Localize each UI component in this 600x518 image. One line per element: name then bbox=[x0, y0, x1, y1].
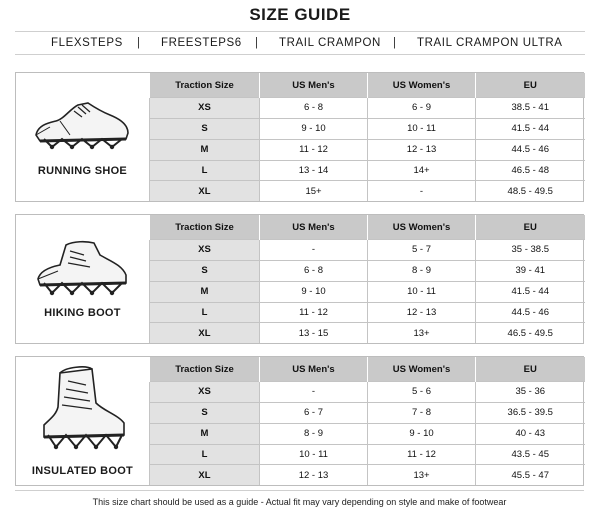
us-womens-cell: 6 - 9 bbox=[368, 98, 476, 119]
section-label: HIKING BOOT bbox=[44, 307, 121, 319]
us-womens-cell: 5 - 6 bbox=[368, 382, 476, 403]
header-us-womens: US Women's bbox=[368, 73, 476, 98]
header-traction-size: Traction Size bbox=[150, 215, 260, 240]
table-row bbox=[150, 98, 585, 119]
header-traction-size: Traction Size bbox=[150, 73, 260, 98]
table-row bbox=[150, 302, 585, 323]
us-mens-cell: 13 - 15 bbox=[260, 323, 368, 343]
us-womens-cell: 7 - 8 bbox=[368, 402, 476, 423]
eu-cell: 35 - 36 bbox=[476, 382, 585, 403]
eu-cell: 38.5 - 41 bbox=[476, 98, 585, 119]
traction-size-cell: XS bbox=[150, 98, 260, 119]
eu-cell: 43.5 - 45 bbox=[476, 444, 585, 465]
us-womens-cell: 13+ bbox=[368, 465, 476, 485]
traction-size-cell: XL bbox=[150, 465, 260, 485]
eu-cell: 39 - 41 bbox=[476, 260, 585, 281]
us-mens-cell: 10 - 11 bbox=[260, 444, 368, 465]
us-mens-cell: 9 - 10 bbox=[260, 118, 368, 139]
hiking-boot-icon bbox=[30, 231, 134, 301]
product-nav bbox=[15, 31, 585, 55]
table-row bbox=[150, 402, 585, 423]
table-row bbox=[150, 281, 585, 302]
us-womens-cell: - bbox=[368, 181, 476, 201]
traction-size-cell: M bbox=[150, 281, 260, 302]
eu-cell: 48.5 - 49.5 bbox=[476, 181, 585, 201]
nav-item-flexsteps[interactable]: FLEXSTEPS bbox=[51, 37, 123, 49]
nav-separator: | bbox=[137, 37, 141, 49]
eu-cell: 40 - 43 bbox=[476, 423, 585, 444]
us-womens-cell: 12 - 13 bbox=[368, 139, 476, 160]
us-mens-cell: 6 - 7 bbox=[260, 402, 368, 423]
insulated-boot-icon bbox=[30, 363, 134, 457]
traction-size-cell: M bbox=[150, 139, 260, 160]
eu-cell: 46.5 - 48 bbox=[476, 160, 585, 181]
nav-item-trail-crampon[interactable]: TRAIL CRAMPON bbox=[279, 37, 381, 49]
header-traction-size: Traction Size bbox=[150, 357, 260, 382]
table-row bbox=[150, 160, 585, 181]
us-womens-cell: 14+ bbox=[368, 160, 476, 181]
disclaimer-footer: This size chart should be used as a guide - Actual fit may vary depending on style and make of footwear bbox=[15, 490, 584, 513]
eu-cell: 46.5 - 49.5 bbox=[476, 323, 585, 343]
size-section-insulated-boot bbox=[15, 356, 584, 486]
section-label: INSULATED BOOT bbox=[31, 465, 134, 477]
traction-size-cell: L bbox=[150, 302, 260, 323]
us-mens-cell: 9 - 10 bbox=[260, 281, 368, 302]
us-womens-cell: 11 - 12 bbox=[368, 444, 476, 465]
eu-cell: 35 - 38.5 bbox=[476, 240, 585, 261]
traction-size-cell: M bbox=[150, 423, 260, 444]
us-mens-cell: 15+ bbox=[260, 181, 368, 201]
traction-size-cell: L bbox=[150, 444, 260, 465]
header-us-womens: US Women's bbox=[368, 215, 476, 240]
nav-item-trail-crampon-ultra[interactable]: TRAIL CRAMPON ULTRA bbox=[417, 37, 563, 49]
eu-cell: 36.5 - 39.5 bbox=[476, 402, 585, 423]
hiking-boot-panel bbox=[16, 215, 149, 343]
table-row bbox=[150, 118, 585, 139]
size-table bbox=[149, 215, 585, 343]
page-title: SIZE GUIDE bbox=[249, 5, 351, 24]
nav-separator: | bbox=[255, 37, 259, 49]
header-us-mens: US Men's bbox=[260, 215, 368, 240]
table-row bbox=[150, 423, 585, 444]
table-row bbox=[150, 181, 585, 201]
header-us-mens: US Men's bbox=[260, 357, 368, 382]
eu-cell: 41.5 - 44 bbox=[476, 118, 585, 139]
us-mens-cell: 12 - 13 bbox=[260, 465, 368, 485]
us-womens-cell: 5 - 7 bbox=[368, 240, 476, 261]
traction-size-cell: XS bbox=[150, 382, 260, 403]
traction-size-cell: XS bbox=[150, 240, 260, 261]
nav-item-freesteps6[interactable]: FREESTEPS6 bbox=[161, 37, 242, 49]
size-table bbox=[149, 73, 585, 201]
eu-cell: 41.5 - 44 bbox=[476, 281, 585, 302]
us-womens-cell: 13+ bbox=[368, 323, 476, 343]
traction-size-cell: L bbox=[150, 160, 260, 181]
table-row bbox=[150, 382, 585, 403]
table-row bbox=[150, 465, 585, 485]
us-mens-cell: 11 - 12 bbox=[260, 139, 368, 160]
traction-size-cell: XL bbox=[150, 323, 260, 343]
us-womens-cell: 10 - 11 bbox=[368, 281, 476, 302]
size-table bbox=[149, 357, 585, 485]
us-womens-cell: 9 - 10 bbox=[368, 423, 476, 444]
us-mens-cell: 8 - 9 bbox=[260, 423, 368, 444]
traction-size-cell: XL bbox=[150, 181, 260, 201]
eu-cell: 45.5 - 47 bbox=[476, 465, 585, 485]
traction-size-cell: S bbox=[150, 402, 260, 423]
eu-cell: 44.5 - 46 bbox=[476, 139, 585, 160]
header-eu: EU bbox=[476, 215, 585, 240]
us-mens-cell: 11 - 12 bbox=[260, 302, 368, 323]
eu-cell: 44.5 - 46 bbox=[476, 302, 585, 323]
header-eu: EU bbox=[476, 73, 585, 98]
table-row bbox=[150, 323, 585, 343]
us-mens-cell: 13 - 14 bbox=[260, 160, 368, 181]
us-mens-cell: 6 - 8 bbox=[260, 98, 368, 119]
us-mens-cell: - bbox=[260, 382, 368, 403]
us-womens-cell: 8 - 9 bbox=[368, 260, 476, 281]
running-shoe-icon bbox=[30, 95, 134, 155]
us-mens-cell: - bbox=[260, 240, 368, 261]
traction-size-cell: S bbox=[150, 260, 260, 281]
nav-separator: | bbox=[393, 37, 397, 49]
us-mens-cell: 6 - 8 bbox=[260, 260, 368, 281]
table-row bbox=[150, 444, 585, 465]
header-us-womens: US Women's bbox=[368, 357, 476, 382]
section-label: RUNNING SHOE bbox=[37, 165, 128, 177]
insulated-boot-panel bbox=[16, 357, 149, 485]
traction-size-cell: S bbox=[150, 118, 260, 139]
table-row bbox=[150, 260, 585, 281]
us-womens-cell: 10 - 11 bbox=[368, 118, 476, 139]
header-eu: EU bbox=[476, 357, 585, 382]
table-row bbox=[150, 139, 585, 160]
size-section-hiking-boot bbox=[15, 214, 584, 344]
table-row bbox=[150, 240, 585, 261]
size-section-running-shoe bbox=[15, 72, 584, 202]
header-us-mens: US Men's bbox=[260, 73, 368, 98]
us-womens-cell: 12 - 13 bbox=[368, 302, 476, 323]
running-shoe-panel bbox=[16, 73, 149, 201]
